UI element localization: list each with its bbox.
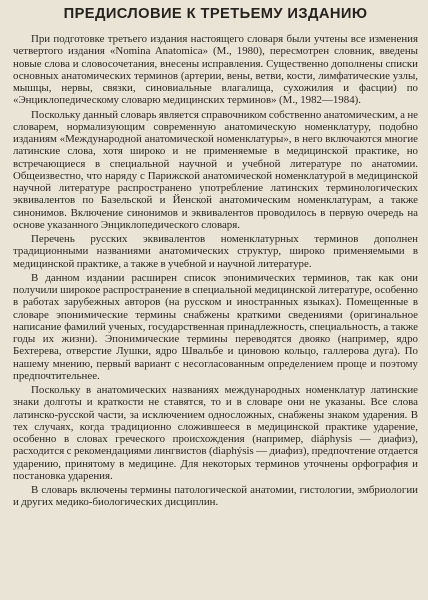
page-title: ПРЕДИСЛОВИЕ К ТРЕТЬЕМУ ИЗДАНИЮ [63,6,368,22]
paragraph-1: При подготовке третьего издания настоящего словаря были учтены все изменения четвертого издания «Nomina Anatomica» (М., 1980), пересмотрен словник, введены новые слова и словосочетания, внесены исправления. Существенно дополнены списки основных анатомических терминов (артерии, вены, ветви, кости, лимфатические узлы, мышцы, нервы, связки, синовиальные влагалища, сухожилия и фасции) по «Энциклопедическому словарю медицинских терминов» (М., 1982—1984). [13,33,418,107]
paragraph-4: В данном издании расширен список эпонимических терминов, так как они получили широкое распространение в специальной медицинской литературе, особенно в работах зарубежных авторов (на русском и иностранных языках). Помещенные в словаре эпонимические термины снабжены краткими сведениями (оригинальное написание фамилий ученых, государственная принадлежность, специальность, а также годы их жизни). Эпонимические термины переводятся двояко (например, ядро Бехтерева, отверстие Лушки, ядро Швальбе и циновою кольцо, галлерова дуга). По нашему мнению, первый вариант с несогласованным определением проще и поэтому предпочтительнее. [13,271,418,382]
paragraph-2: Поскольку данный словарь является справочником собственно анатомическим, а не словарем, нормализующим современную анатомическую номенклатуру, подобно изданиям «Международной анатомической номенклатуры», в него включаются многие латинские слова, хотя широко и не применяемые в медицинской практике, но встречающиеся в специальной научной и учебной литературе по анатомии. Общеизвестно, что наряду с Парижской анатомической номенклатурой в медицинской научной литературе распространено употребление латинских терминологических эквивалентов по Базельской и Йенской анатомическим номенклатурам, а также синонимов. Включение синонимов и эквивалентов проводилось в первую очередь на основе указанного Энциклопедического словаря. [13,108,419,231]
paragraph-3: Перечень русских эквивалентов номенклатурных терминов дополнен традиционными названиями анатомических структур, широко применяемыми в медицинской практике, а также в учебной и научной литературе. [13,233,418,270]
paragraph-5: Поскольку в анатомических названиях международных номенклатур латинские знаки долготы и краткости не ставятся, то и в словаре они не указаны. Все слова латинско-русской части, за исключением односложных, снабжены знаком ударения. В тех случаях, когда традиционно сложившееся в медицинской практике ударение, особенно в словах греческого происхождения (например, diáphysis — диафиз), расходится с рекомендациями лингвистов (diaphýsis — диафиз), предпочтение отдается ударению, принятому в медицине. Для некоторых терминов уточнены орфография и постановка ударения. [13,384,418,482]
paragraph-6: В словарь включены термины патологической анатомии, гистологии, эмбриологии и других медико-биологических дисциплин. [13,484,418,509]
